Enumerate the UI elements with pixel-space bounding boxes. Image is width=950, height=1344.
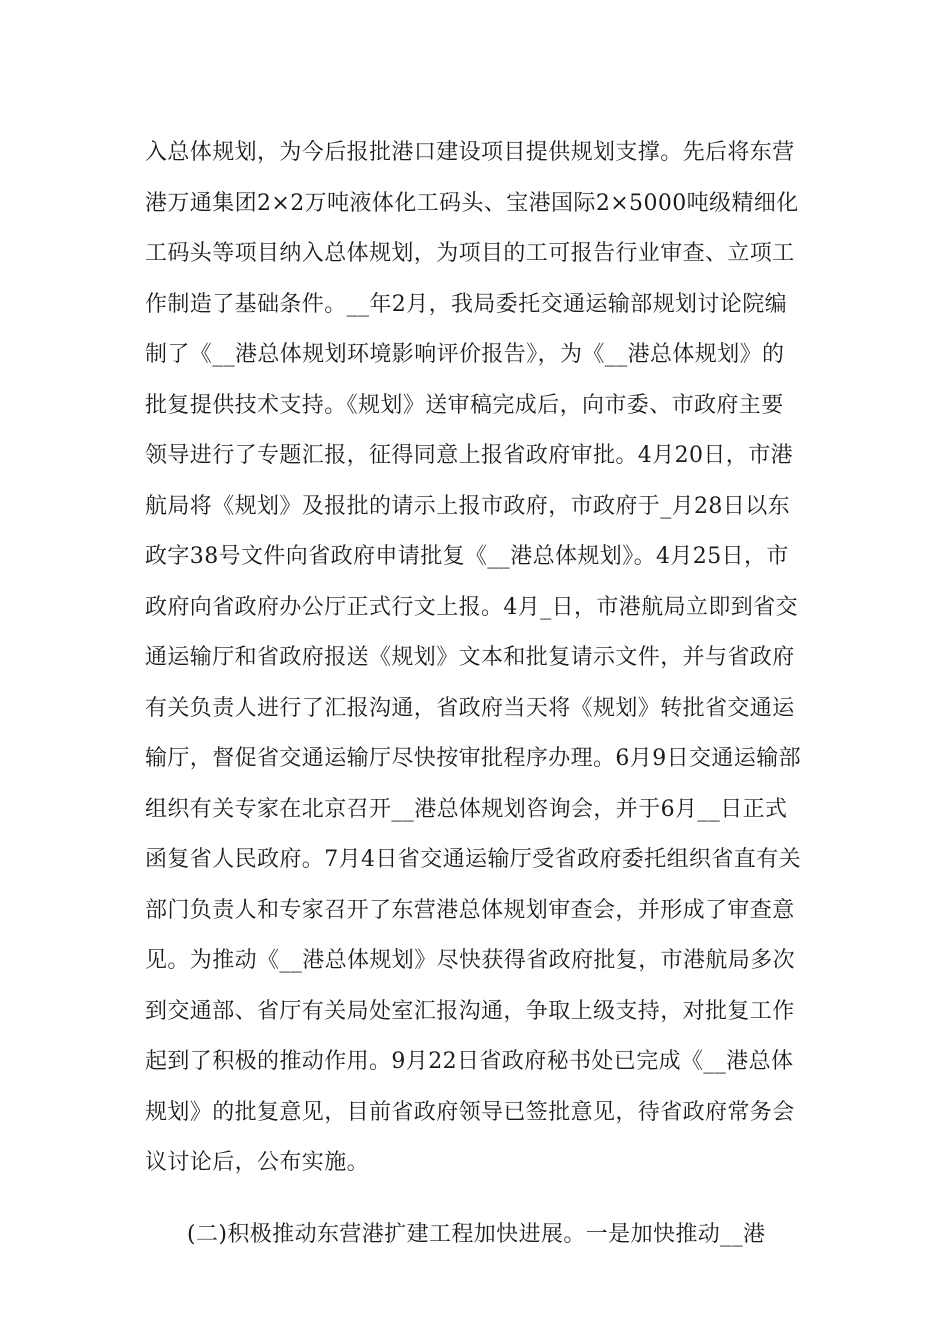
text-line: 政府向省政府办公厅正式行文上报。4月_日，市港航局立即到省交 [145, 594, 798, 620]
text-line: 政字38号文件向省政府申请批复《__港总体规划》。4月25日，市 [145, 544, 789, 569]
text-line: 港万通集团2×2万吨液体化工码头、宝港国际2×5000吨级精细化 [145, 190, 799, 216]
text-line: 入总体规划，为今后报批港口建设项目提供规划支撑。先后将东营 [145, 140, 795, 165]
text-line: 制了《__港总体规划环境影响评价报告》，为《__港总体规划》的 [145, 342, 785, 367]
text-line: 议讨论后，公布实施。 [145, 1150, 370, 1175]
text-line: 见。为推动《__港总体规划》尽快获得省政府批复，市港航局多次 [145, 948, 796, 973]
section-heading-line: (二)积极推动东营港扩建工程加快进展。一是加快推动__港 [187, 1221, 766, 1247]
body-text [145, 128, 815, 1260]
text-line: 起到了积极的推动作用。9月22日省政府秘书处已完成《__港总体 [145, 1049, 794, 1074]
text-line: 航局将《规划》及报批的请示上报市政府，市政府于_月28日以东 [145, 493, 790, 519]
text-line: 规划》的批复意见，目前省政府领导已签批意见，待省政府常务会 [145, 1099, 795, 1125]
text-line: 通运输厅和省政府报送《规划》文本和批复请示文件，并与省政府 [145, 645, 795, 670]
text-line: 到交通部、省厅有关局处室汇报沟通，争取上级支持，对批复工作 [145, 998, 795, 1024]
text-line: 组织有关专家在北京召开__港总体规划咨询会，并于6月__日正式 [145, 796, 788, 822]
text-line: 领导进行了专题汇报，征得同意上报省政府审批。4月20日，市港 [145, 443, 793, 468]
paragraph-spacing [145, 1189, 815, 1210]
text-line: 作制造了基础条件。__年2月，我局委托交通运输部规划讨论院编 [145, 291, 787, 317]
text-line: 部门负责人和专家召开了东营港总体规划审查会，并形成了审查意 [145, 897, 795, 923]
text-line: 工码头等项目纳入总体规划，为项目的工可报告行业审查、立项工 [145, 241, 795, 266]
text-line: 输厅，督促省交通运输厅尽快按审批程序办理。6月9日交通运输部 [145, 746, 801, 771]
paragraph-2 [145, 1210, 815, 1261]
text-line: 函复省人民政府。7月4日省交通运输厅受省政府委托组织省直有关 [145, 847, 801, 872]
paragraph-1 [145, 128, 815, 1189]
text-line: 批复提供技术支持。《规划》送审稿完成后，向市委、市政府主要 [145, 392, 784, 418]
text-line: 有关负责人进行了汇报沟通，省政府当天将《规划》转批省交通运 [145, 695, 795, 721]
